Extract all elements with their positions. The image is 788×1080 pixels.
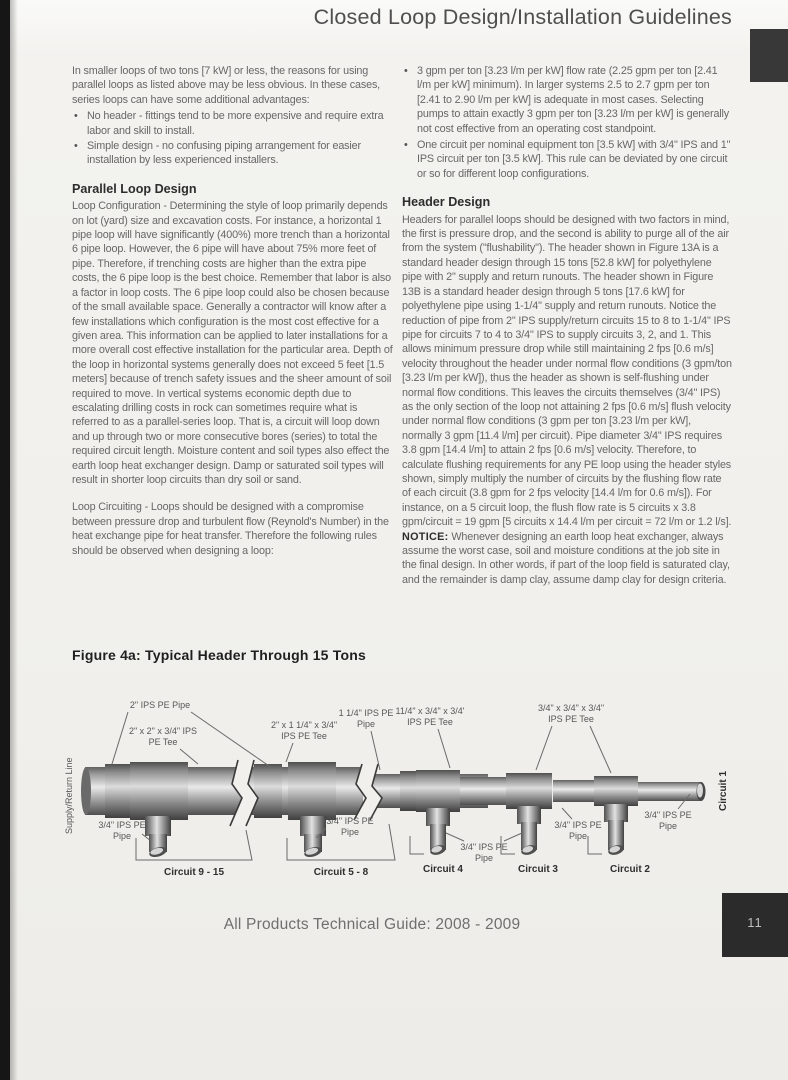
- drop-pipe: [300, 816, 326, 859]
- label-114-pipe: 1 1/4" IPS PE: [338, 708, 394, 718]
- label-2ips-pe-pipe: 2" IPS PE Pipe: [129, 700, 191, 710]
- label-34-pipe: Pipe: [568, 831, 588, 841]
- label-34-pipe: Pipe: [474, 853, 494, 863]
- label-34-pipe: 3/4" IPS PE: [326, 816, 374, 826]
- paragraph-header-design: Headers for parallel loops should be designed with two factors in mind, the first is pressure drop, and the second is ability to purge all of the air from the system ("flushability"). The header shown in Figure 13A is a standard header design through 15 tons [52.8 kW] for polyethylene pipe with 2" supply and return runouts. The header shown in Figure 13B is a standard header design through 5 tons [17.6 kW] for polyethylene pipe using 1-1/4" supply and return runouts. Notice the reduction of pipe from 2" IPS supply/return circuits 15 to 8 to 1-1/4" IPS pipe for circuits 7 to 4 to 3/4" IPS to supply circuits 3, 2, and 1. This allows minimum pressure drop while still maintaining 2 fps [0.6 m/s] velocity throughout the header under normal flow conditions (3 gpm/ton [3.23 l/m per kW]), thus the header as shown is self-flushing under normal flow conditions. This leaves the circuits themselves (3/4" IPS) as the only section of the loop not attaining 2 fps [0.6 m/s] flush velocity under normal flow conditions (3 gpm per ton [3.23 l/m per kW], normally 3 gpm [11.4 l/m] per circuit). Pipe diameter 3/4" IPS requires 3.8 gpm [14.4 l/m] to attain 2 fps [0.6 m/s] velocity. Therefore, to calculate flushing requirements for any PE loop using the header styles shown, simply multiply the number of circuits by the flushing flow rate of each circuit (3.8 gpm for 2 fps velocity [14.4 l/m for 0.6 m/s]). For instance, on a 5 circuit loop, the flush flow rate is 5 circuits x 3.8 gpm/circuit = 19 gpm [5 circuits x 14.4 l/m per circuit = 72 l/m or 1.2 l/s].: [402, 213, 732, 529]
- label-circuit-4: Circuit 4: [422, 864, 464, 875]
- label-34-pipe: Pipe: [340, 827, 360, 837]
- label-circuit-5-8: Circuit 5 - 8: [313, 867, 369, 878]
- label-tee-34x34x34: IPS PE Tee: [548, 714, 594, 724]
- notice-text: Whenever designing an earth loop heat exchanger, always assume the worst case, soil and moisture conditions at the job site in the final design. In other words, if part of the loop field is saturated clay, and the remainder is damp clay, assume damp clay for design criteria.: [402, 530, 730, 586]
- drop-pipe: [426, 808, 450, 857]
- label-114-pipe: Pipe: [356, 719, 376, 729]
- corner-tab-top-right: [750, 29, 788, 82]
- paragraph-loop-circuiting: Loop Circuiting - Loops should be designed with a compromise between pressure drop and turbulent flow (Reynold's Number) in the heat exchange pipe for heat transfer. Therefore the following rules should be observed when designing a loop:: [72, 501, 389, 557]
- drop-pipe: [517, 806, 541, 857]
- label-supply-return-line: Supply/Return Line: [64, 757, 74, 834]
- page-number-box: [722, 893, 788, 957]
- list-item: • One circuit per nominal equipment ton [3.5 kW] with 3/4" IPS and 1" IPS circuit per ton [3.5 kW]. This rule can be deviated by one circuit or so for different loop configurations.: [402, 138, 732, 181]
- list-item: • No header - fittings tend to be more expensive and require extra labor and skill to install.: [72, 109, 394, 138]
- label-tee-114x34x34: 11/4" x 3/4" x 3/4': [395, 706, 465, 716]
- intro-paragraph: In smaller loops of two tons [7 kW] or less, the reasons for using parallel loops as listed above may be less obvious. In these cases, series loops can have some additional advantages:: [72, 65, 381, 106]
- label-34-pipe: Pipe: [112, 831, 132, 841]
- section-heading-header-design: Header Design: [402, 195, 491, 210]
- label-tee-2x2x34: 2" x 2" x 3/4" IPS: [128, 726, 198, 736]
- label-34-pipe: 3/4" IPS PE: [644, 810, 692, 820]
- drop-pipe: [145, 816, 171, 859]
- list-item: • 3 gpm per ton [3.23 l/m per kW] flow rate (2.25 gpm per ton [2.41 l/m per kW] minimum). In larger systems 2.5 to 2.7 gpm per ton [2.41 to 2.90 l/m per kW] is adequate in most cases. Selecting pumps to attain exactly 3 gpm per ton [3.23 l/m per kW] is generally not cost effective from an operating cost standpoint.: [402, 64, 732, 136]
- label-34-pipe: 3/4" IPS PE: [554, 820, 602, 830]
- paragraph-loop-configuration: Loop Configuration - Determining the style of loop primarily depends on lot (yard) size and excavation costs. For instance, a horizontal 1 pipe loop will have significantly (400%) more trench than a horizontal 6 pipe loop. However, the 6 pipe will have about 75% more feet of pipe. Therefore, if trenching costs are higher than the extra pipe costs, the 6 pipe loop is the best choice. Remember that labor is also a factor in loop costs. The 6 pipe loop could also be chosen because of the small available space. Generally a contractor will know after a few installations which configuration is the most cost effective for a given area. This information can be applied to later installations for a more overall cost effective installation for the particular area. Depth of the loop in horizontal systems generally does not exceed 5 feet [1.5 meters] because of trench safety issues and the sheer amount of soil required to move. In vertical systems economic depth due to escalating drilling costs in rock can sometimes require what is referred to as a parallel-series loop. That is, a circuit will loop down and up through two or more consecutive bores (series) to total the required circuit length. Moisture content and soil types also effect the earth loop heat exchanger design. Damp or saturated soil types will result in shorter loop circuits than dry soil or sand.: [72, 200, 393, 486]
- list-item: • Simple design - no confusing piping arrangement for easier installation by less experienced installers.: [72, 139, 394, 168]
- design-rules-list: [402, 64, 732, 181]
- label-circuit-9-15: Circuit 9 - 15: [163, 867, 225, 878]
- label-tee-2x114x34: 2" x 1 1/4" x 3/4": [270, 720, 338, 730]
- label-tee-2x2x34: PE Tee: [148, 737, 178, 747]
- body-columns: [72, 64, 732, 600]
- advantages-list: [72, 109, 394, 168]
- label-circuit-1: Circuit 1: [718, 770, 729, 811]
- footer-text: All Products Technical Guide: 2008 - 2009: [223, 916, 521, 933]
- header-pipe-diagram: [58, 678, 738, 913]
- label-circuit-2: Circuit 2: [609, 864, 651, 875]
- notice-paragraph: [402, 530, 732, 588]
- drop-pipe: [604, 804, 628, 857]
- label-tee-2x114x34: IPS PE Tee: [281, 731, 327, 741]
- label-34-pipe: 3/4" IPS PE: [98, 820, 146, 830]
- page-number: 11: [747, 915, 763, 930]
- label-tee-114x34x34: IPS PE Tee: [407, 717, 453, 727]
- page-title: Closed Loop Design/Installation Guidelines: [313, 5, 732, 29]
- right-column: [402, 64, 732, 600]
- label-34-pipe: 3/4" IPS PE: [460, 842, 508, 852]
- label-34-pipe: Pipe: [658, 821, 678, 831]
- notice-label: NOTICE:: [402, 530, 449, 543]
- figure-caption: Figure 4a: Typical Header Through 15 Tons: [72, 647, 366, 663]
- label-tee-34x34x34: 3/4" x 3/4" x 3/4": [537, 703, 605, 713]
- section-heading-parallel-loop-design: Parallel Loop Design: [72, 181, 197, 196]
- label-circuit-3: Circuit 3: [517, 864, 559, 875]
- left-column: [72, 64, 394, 600]
